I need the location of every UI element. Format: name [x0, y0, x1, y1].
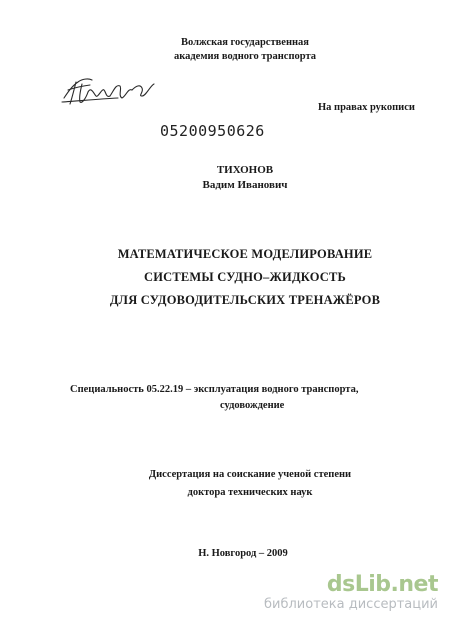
title-line-3: ДЛЯ СУДОВОДИТЕЛЬСКИХ ТРЕНАЖЁРОВ [109, 293, 381, 307]
rights-notice: На правах рукописи [318, 102, 415, 113]
degree-line-2: доктора технических наук [187, 487, 313, 498]
specialty-line-2: судовождение [220, 400, 285, 411]
author-given-names: Вадим Иванович [202, 179, 288, 191]
title-line-1: МАТЕМАТИЧЕСКОЕ МОДЕЛИРОВАНИЕ [117, 247, 373, 261]
dissertation-degree [0, 466, 450, 502]
institution-line-2: академия водного транспорта [173, 51, 317, 62]
institution-line-1: Волжская государственная [181, 37, 309, 48]
degree-line-1: Диссертация на соискание ученой степени [148, 469, 352, 480]
institution-name [0, 36, 450, 64]
author-block [0, 163, 450, 193]
specialty-line-1: Специальность 05.22.19 – эксплуатация водного транспорта, [70, 384, 359, 395]
specialty-block [70, 382, 358, 414]
handwritten-signature-icon [58, 68, 168, 108]
author-surname: ТИХОНОВ [216, 164, 274, 176]
dissertation-title [0, 243, 450, 312]
watermark [264, 573, 438, 613]
title-line-2: СИСТЕМЫ СУДНО–ЖИДКОСТЬ [143, 270, 347, 284]
watermark-tagline: библиотека диссертаций [264, 597, 438, 612]
document-code: 05200950626 [160, 122, 265, 140]
watermark-logo: dsLib.net [326, 572, 438, 597]
place-year: Н. Новгород – 2009 [198, 548, 288, 559]
